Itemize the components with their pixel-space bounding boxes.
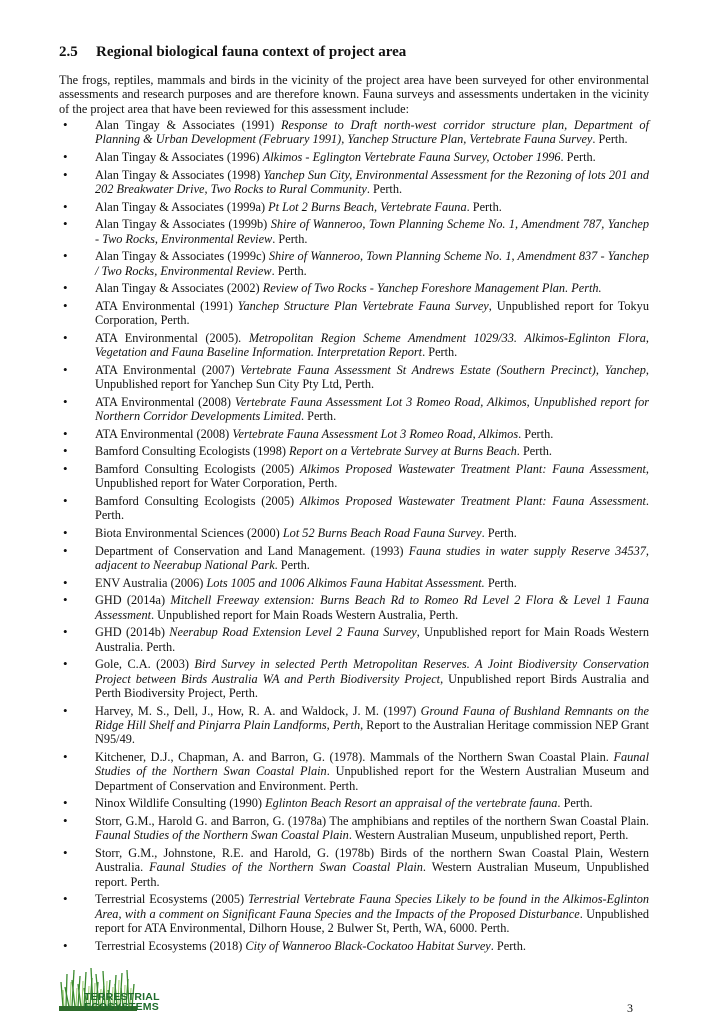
reference-item xyxy=(59,704,649,747)
reference-title: Faunal Studies of the Northern Swan Coastal Plain xyxy=(95,828,349,843)
reference-item xyxy=(59,168,649,197)
reference-title: Fauna studies in water supply Reserve 34537, adjacent to Neerabup National Park xyxy=(95,543,650,572)
section-title: Regional biological fauna context of project area xyxy=(96,44,407,60)
reference-title: Lot 52 Burns Beach Road Fauna Survey xyxy=(282,525,482,540)
reference-title: Review of Two Rocks - Yanchep Foreshore Management Plan. Perth. xyxy=(262,281,602,296)
reference-publisher: . Unpublished report for ATA Environmental, Dilhorn House, 2 Bulwer St, Perth, WA, 6000. Perth. xyxy=(95,906,649,936)
reference-item xyxy=(59,576,649,590)
reference-item xyxy=(59,657,649,700)
reference-author: Alan Tingay & Associates (1998) xyxy=(95,167,264,182)
reference-item xyxy=(59,299,649,328)
reference-title: Response to Draft north-west corridor structure plan, Department of Planning & Urban Development (February 1991), Yanchep Structure Plan, Vertebrate Fauna Survey xyxy=(95,118,650,147)
reference-publisher: . Perth. xyxy=(490,938,526,953)
reference-title: Yanchep Sun City, Environmental Assessment for the Rezoning of lots 201 and 202 Breakwater Drive, Two Rocks to Rural Community xyxy=(95,167,650,196)
reference-item xyxy=(59,892,649,935)
page-number: 3 xyxy=(627,1001,633,1015)
reference-author: Terrestrial Ecosystems (2005) xyxy=(95,892,249,907)
reference-author: GHD (2014b) xyxy=(95,625,170,640)
reference-author: Biota Environmental Sciences (2000) xyxy=(95,525,283,540)
reference-item xyxy=(59,217,649,246)
reference-item xyxy=(59,939,649,953)
reference-publisher: , Unpublished report for Yanchep Sun City Pty Ltd, Perth. xyxy=(95,362,649,392)
reference-author: Harvey, M. S., Dell, J., How, R. A. and Waldock, J. M. (1997) xyxy=(95,703,421,718)
reference-author: ATA Environmental (2008) xyxy=(95,426,233,441)
reference-publisher: . Perth. xyxy=(274,557,310,572)
reference-title: Vertebrate Fauna Assessment St Andrews Estate (Southern Precinct), Yanchep xyxy=(240,362,646,377)
reference-item xyxy=(59,331,649,360)
reference-author: ENV Australia (2006) xyxy=(95,575,207,590)
reference-title: Report on a Vertebrate Survey at Burns Beach xyxy=(289,444,517,459)
reference-author: Bamford Consulting Ecologists (2005) xyxy=(95,461,300,476)
reference-author: Storr, G.M., Harold G. and Barron, G. (1978a) The amphibians and reptiles of the northern Swan Coastal Plain. xyxy=(95,813,649,828)
reference-publisher: . Perth. xyxy=(466,199,502,214)
reference-item xyxy=(59,593,649,622)
reference-author: Alan Tingay & Associates (1991) xyxy=(95,118,282,132)
reference-author: Department of Conservation and Land Management. (1993) xyxy=(95,543,409,558)
reference-publisher: . Perth. xyxy=(557,796,593,811)
reference-publisher: . Western Australian Museum, unpublished report, Perth. xyxy=(348,828,629,843)
reference-title: Ground Fauna of Bushland Remnants on the Ridge Hill Shelf and Pinjarra Plain Landforms, Perth xyxy=(95,703,649,732)
reference-author: Kitchener, D.J., Chapman, A. and Barron, G. (1978). Mammals of the Northern Swan Coastal Plain. xyxy=(95,749,614,764)
reference-author: GHD (2014a) xyxy=(95,593,171,608)
reference-item xyxy=(59,281,649,295)
reference-title: Shire of Wanneroo, Town Planning Scheme No. 1, Amendment 837 - Yanchep / Two Rocks, Environmental Review xyxy=(95,249,649,278)
reference-author: Terrestrial Ecosystems (2018) xyxy=(95,938,246,953)
reference-title: Yanchep Structure Plan Vertebrate Fauna Survey xyxy=(237,298,489,313)
reference-title: Vertebrate Fauna Assessment Lot 3 Romeo Road, Alkimos xyxy=(232,426,519,441)
reference-title: Faunal Studies of the Northern Swan Coastal Plain xyxy=(149,860,423,875)
reference-item xyxy=(59,544,649,573)
reference-item xyxy=(59,796,649,810)
reference-author: Storr, G.M., Johnstone, R.E. and Harold, G. (1978b) Birds of the northern Swan Coastal Plain, Western Australia. xyxy=(95,845,649,875)
reference-item xyxy=(59,494,649,523)
logo-line-2: ECOSYSTEMS xyxy=(84,1001,159,1013)
section-number: 2.5 xyxy=(59,44,78,60)
reference-publisher: . Unpublished report for the Western Australian Museum and Department of Conservation and Environment. Perth. xyxy=(95,764,649,793)
reference-publisher: . Perth. xyxy=(272,231,308,246)
reference-item xyxy=(59,462,649,491)
reference-title: Faunal Studies of the Northern Swan Coastal Plain xyxy=(95,749,649,779)
reference-publisher: . Perth. xyxy=(95,493,649,523)
reference-author: Alan Tingay & Associates (2002) xyxy=(95,281,263,296)
reference-author: Alan Tingay & Associates (1996) xyxy=(95,150,263,164)
reference-item xyxy=(59,118,649,147)
reference-title: Bird Survey in selected Perth Metropolitan Reserves. A Joint Biodiversity Conservation Project between Birds Australia WA and Perth Biodiversity Project xyxy=(95,657,649,686)
reference-item xyxy=(59,750,649,793)
reference-publisher: . Perth. xyxy=(516,444,552,459)
reference-publisher: , Unpublished report for Tokyu Corporation, Perth. xyxy=(95,298,649,328)
reference-title: Lots 1005 and 1006 Alkimos Fauna Habitat Assessment. xyxy=(206,575,485,590)
reference-item xyxy=(59,444,649,458)
reference-author: Ninox Wildlife Consulting (1990) xyxy=(95,796,266,811)
reference-publisher: . Perth. xyxy=(518,426,554,441)
reference-item xyxy=(59,150,649,164)
reference-publisher: , Unpublished report Birds Australia and Perth Biodiversity Project, Perth. xyxy=(95,671,649,700)
reference-publisher: . Unpublished report for Main Roads Western Australia, Perth. xyxy=(151,607,459,622)
reference-item xyxy=(59,526,649,540)
reference-title: Alkimos Proposed Wastewater Treatment Plant: Fauna Assessment xyxy=(299,493,646,508)
reference-publisher: . Perth. xyxy=(481,525,517,540)
reference-title: Mitchell Freeway extension: Burns Beach Rd to Romeo Rd Level 2 Flora & Level 1 Fauna Assessment xyxy=(95,593,649,622)
reference-author: Alan Tingay & Associates (1999c) xyxy=(95,249,269,264)
reference-item xyxy=(59,249,649,278)
reference-publisher: . Perth. xyxy=(300,409,337,424)
reference-title: Metropolitan Region Scheme Amendment 1029/33. Alkimos-Eglinton Flora, Vegetation and Fauna Baseline Information. Interpretation Report xyxy=(95,330,650,360)
reference-item xyxy=(59,814,649,843)
reference-item xyxy=(59,625,649,654)
reference-author: ATA Environmental (2008) xyxy=(95,394,235,409)
reference-item xyxy=(59,427,649,441)
reference-author: Bamford Consulting Ecologists (1998) xyxy=(95,444,290,459)
reference-publisher: , Unpublished report for Main Roads Western Australia. Perth. xyxy=(95,625,649,654)
reference-publisher: . Western Australian Museum, Unpublished report. Perth. xyxy=(95,860,649,889)
reference-title: Vertebrate Fauna Assessment Lot 3 Romeo Road, Alkimos, Unpublished report for Northern Corridor Developments Limited xyxy=(95,394,649,424)
reference-publisher: . Perth. xyxy=(422,345,458,360)
reference-publisher: Perth. xyxy=(484,575,517,590)
reference-list xyxy=(59,118,649,956)
reference-item xyxy=(59,200,649,214)
section-heading xyxy=(59,44,406,61)
reference-author: Alan Tingay & Associates (1999b) xyxy=(95,217,271,232)
reference-title: City of Wanneroo Black-Cockatoo Habitat Survey xyxy=(245,938,491,953)
reference-author: ATA Environmental (2007) xyxy=(95,362,241,377)
logo-line-1: TERRESTRIAL xyxy=(84,991,160,1003)
reference-title: Neerabup Road Extension Level 2 Fauna Survey xyxy=(169,625,417,640)
reference-item xyxy=(59,363,649,392)
reference-author: ATA Environmental (1991) xyxy=(95,298,238,313)
reference-author: Alan Tingay & Associates (1999a) xyxy=(95,199,269,214)
reference-title: Alkimos Proposed Wastewater Treatment Plant: Fauna Assessment xyxy=(299,461,646,476)
logo-wordmark xyxy=(84,992,160,1012)
reference-item xyxy=(59,395,649,424)
reference-publisher: . Perth. xyxy=(271,263,307,278)
reference-title: Shire of Wanneroo, Town Planning Scheme No. 1, Amendment 787, Yanchep - Two Rocks, Environmental Review xyxy=(95,217,649,246)
reference-author: Bamford Consulting Ecologists (2005) xyxy=(95,493,300,508)
reference-title: Eglinton Beach Resort an appraisal of the vertebrate fauna xyxy=(265,796,558,811)
reference-publisher: , Report to the Australian Heritage commission NEP Grant N95/49. xyxy=(95,717,650,747)
reference-title: Pt Lot 2 Burns Beach, Vertebrate Fauna xyxy=(268,199,467,214)
reference-publisher: , Unpublished report for Water Corporation, Perth. xyxy=(95,461,649,491)
reference-item xyxy=(59,846,649,889)
reference-publisher: . Perth. xyxy=(592,132,628,147)
reference-author: Gole, C.A. (2003) xyxy=(95,657,195,672)
intro-paragraph: The frogs, reptiles, mammals and birds in the vicinity of the project area have been surveyed for other environmental assessments and research purposes and are therefore known. Fauna surveys and assessments undertaken in the vicinity of the project area that have been reviewed for this assessment include: xyxy=(59,73,649,116)
reference-publisher: . Perth. xyxy=(560,150,596,164)
reference-author: ATA Environmental (2005). xyxy=(95,330,249,345)
reference-title: Alkimos - Eglington Vertebrate Fauna Survey, October 1996 xyxy=(262,150,561,164)
reference-title: Terrestrial Vertebrate Fauna Species Likely to be found in the Alkimos-Eglinton Area, with a comment on Significant Fauna Species and the Impacts of the Proposed Disturbance xyxy=(95,892,649,921)
reference-publisher: . Perth. xyxy=(366,182,403,196)
